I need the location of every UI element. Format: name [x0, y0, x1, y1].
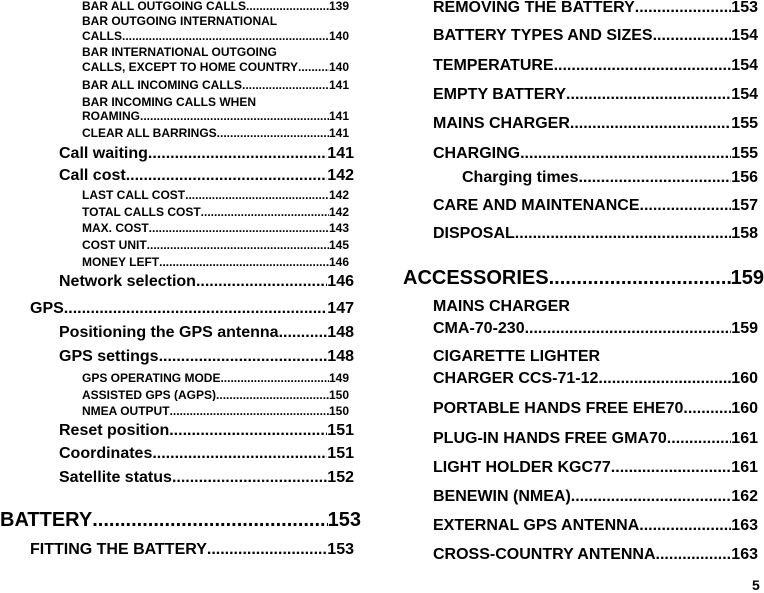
leader-dots	[92, 510, 327, 530]
toc-entry-positioning-gps-antenna[interactable]	[59, 325, 354, 341]
toc-entry-line: BAR INCOMING CALLS WHEN	[82, 95, 256, 109]
toc-page-number: 157	[731, 198, 758, 214]
toc-entry-reset-position[interactable]	[59, 423, 354, 439]
toc-entry-label: ASSISTED GPS (AGPS)	[82, 389, 217, 401]
toc-entry-total-calls-cost[interactable]	[82, 206, 349, 218]
toc-entry-label: MAX. COST	[82, 222, 149, 234]
toc-entry-last-call-cost[interactable]	[82, 189, 349, 201]
toc-entry-label: Call cost	[59, 168, 126, 184]
toc-page-number: 147	[327, 301, 354, 317]
toc-entry-label: FITTING THE BATTERY	[30, 542, 207, 558]
toc-entry-line: BAR OUTGOING INTERNATIONAL	[82, 14, 278, 28]
toc-chapter-accessories[interactable]	[403, 268, 764, 288]
toc-entry-bar-incoming-when-roaming[interactable]	[82, 110, 349, 122]
toc-entry-label: MONEY LEFT	[82, 256, 160, 268]
toc-entry-label: EMPTY BATTERY	[433, 87, 567, 103]
toc-entry-bar-outgoing-international-calls[interactable]	[82, 30, 349, 42]
leader-dots	[298, 61, 329, 73]
toc-page-number: 163	[731, 518, 758, 534]
toc-entry-coordinates[interactable]	[59, 446, 354, 462]
toc-page-number: 151	[327, 423, 354, 439]
toc-entry-gps[interactable]	[30, 301, 354, 317]
toc-page-number: 153	[327, 510, 361, 530]
leader-dots	[549, 268, 731, 288]
leader-dots	[185, 189, 329, 201]
toc-entry-battery-types-and-sizes[interactable]	[433, 28, 758, 44]
leader-dots	[246, 0, 329, 12]
toc-page-number: 161	[731, 460, 758, 476]
toc-entry-mains-charger-cma[interactable]	[433, 321, 758, 337]
toc-entry-label: Charging times	[462, 170, 579, 186]
toc-entry-call-cost[interactable]	[59, 168, 354, 184]
leader-dots	[279, 325, 328, 341]
toc-entry-label: TOTAL CALLS COST	[82, 206, 201, 218]
toc-page-number: 152	[327, 470, 354, 486]
toc-entry-line: CIGARETTE LIGHTER	[433, 348, 601, 365]
leader-dots	[566, 87, 731, 103]
toc-page-number: 156	[731, 170, 758, 186]
leader-dots	[683, 401, 731, 417]
toc-entry-label: TEMPERATURE	[433, 58, 554, 74]
toc-entry-label: COST UNIT	[82, 239, 147, 251]
toc-entry-benewin[interactable]	[433, 489, 758, 505]
toc-entry-label: CARE AND MAINTENANCE	[433, 198, 640, 214]
toc-entry-gps-operating-mode[interactable]	[82, 372, 349, 384]
toc-entry-line: MAINS CHARGER	[433, 298, 570, 315]
toc-entry-empty-battery[interactable]	[433, 87, 758, 103]
leader-dots	[207, 542, 327, 558]
toc-entry-bar-all-outgoing-calls[interactable]	[82, 0, 349, 12]
toc-page-number: 150	[328, 405, 349, 417]
leader-dots	[217, 127, 329, 139]
toc-entry-label: LIGHT HOLDER KGC77	[433, 460, 611, 476]
toc-page-number: 153	[731, 0, 758, 16]
toc-entry-label: NMEA OUTPUT	[82, 405, 170, 417]
toc-page-number: 140	[328, 61, 349, 73]
toc-page-number: 141	[328, 110, 349, 122]
toc-entry-cross-country-antenna[interactable]	[433, 547, 758, 563]
toc-entry-label: REMOVING THE BATTERY	[433, 0, 635, 16]
toc-page-number: 163	[731, 547, 758, 563]
toc-entry-network-selection[interactable]	[59, 274, 354, 290]
toc-page-number: 154	[731, 87, 758, 103]
toc-entry-label: DISPOSAL	[433, 226, 515, 242]
leader-dots	[64, 301, 328, 317]
toc-page-number: 140	[328, 30, 349, 42]
toc-chapter-battery[interactable]	[0, 510, 361, 530]
toc-page-number: 161	[731, 431, 758, 447]
toc-entry-label: ACCESSORIES	[403, 268, 549, 288]
toc-page-number: 162	[731, 489, 758, 505]
toc-entry-max-cost[interactable]	[82, 222, 349, 234]
toc-entry-label: BAR ALL OUTGOING CALLS	[82, 0, 246, 12]
toc-page-number: 160	[731, 401, 758, 417]
leader-dots	[639, 518, 731, 534]
toc-entry-disposal[interactable]	[433, 226, 758, 242]
toc-page-number: 146	[328, 256, 349, 268]
toc-entry-assisted-gps[interactable]	[82, 389, 349, 401]
toc-page-number: 142	[327, 168, 354, 184]
leader-dots	[140, 110, 329, 122]
toc-entry-label: ROAMING	[82, 110, 140, 122]
toc-entry-label: GPS settings	[59, 349, 159, 365]
toc-entry-label: PLUG-IN HANDS FREE GMA70	[433, 431, 667, 447]
toc-entry-bar-international-except-home[interactable]	[82, 61, 349, 73]
toc-entry-call-waiting[interactable]	[59, 146, 354, 162]
toc-entry-label: Network selection	[59, 274, 196, 290]
toc-entry-label: EXTERNAL GPS ANTENNA	[433, 518, 640, 534]
leader-dots	[122, 30, 329, 42]
toc-page-number: 139	[328, 0, 349, 12]
toc-entry-label: BATTERY	[0, 510, 93, 530]
toc-entry-gps-settings[interactable]	[59, 349, 354, 365]
leader-dots	[220, 372, 329, 384]
leader-dots	[554, 58, 732, 74]
leader-dots	[147, 239, 329, 251]
toc-entry-nmea-output[interactable]	[82, 405, 349, 417]
toc-entry-line: BAR INTERNATIONAL OUTGOING	[82, 45, 277, 59]
leader-dots	[520, 146, 731, 162]
toc-entry-bar-all-incoming-calls[interactable]	[82, 79, 349, 91]
toc-entry-label: BATTERY TYPES AND SIZES	[433, 28, 653, 44]
leader-dots	[667, 431, 732, 447]
toc-entry-plug-in-hands-free[interactable]	[433, 431, 758, 447]
leader-dots	[571, 489, 732, 505]
leader-dots	[159, 256, 329, 268]
toc-entry-label: BENEWIN (NMEA)	[433, 489, 571, 505]
toc-page-number: 153	[327, 542, 354, 558]
leader-dots	[578, 170, 731, 186]
toc-entry-satellite-status[interactable]	[59, 470, 354, 486]
leader-dots	[515, 226, 732, 242]
toc-page-number: 159	[730, 268, 764, 288]
toc-page-number: 150	[328, 389, 349, 401]
leader-dots	[570, 116, 731, 132]
toc-entry-charging[interactable]	[433, 146, 758, 162]
toc-entry-temperature[interactable]	[433, 58, 758, 74]
toc-entry-label: PORTABLE HANDS FREE EHE70	[433, 401, 684, 417]
toc-entry-label: CMA-70-230	[433, 321, 525, 337]
leader-dots	[611, 460, 732, 476]
toc-entry-external-gps-antenna[interactable]	[433, 518, 758, 534]
toc-entry-cost-unit[interactable]	[82, 239, 349, 251]
toc-page-number: 155	[731, 116, 758, 132]
toc-page-number: 148	[327, 325, 354, 341]
toc-entry-label: CHARGING	[433, 146, 521, 162]
toc-page-number: 141	[327, 146, 354, 162]
toc-page-number: 141	[328, 127, 349, 139]
leader-dots	[653, 28, 732, 44]
toc-entry-fitting-the-battery[interactable]	[30, 542, 354, 558]
toc-page-number: 145	[328, 239, 349, 251]
toc-page-number: 143	[328, 222, 349, 234]
toc-page-number: 155	[731, 146, 758, 162]
toc-entry-label: CALLS	[82, 30, 122, 42]
toc-entry-label: CROSS-COUNTRY ANTENNA	[433, 547, 656, 563]
toc-entry-label: CHARGER CCS-71-12	[433, 371, 599, 387]
toc-page-number: 149	[328, 372, 349, 384]
toc-page-number: 142	[328, 189, 349, 201]
toc-entry-label: Call waiting	[59, 146, 148, 162]
toc-page-number: 148	[327, 349, 354, 365]
toc-page-number: 158	[731, 226, 758, 242]
toc-entry-label: Coordinates	[59, 446, 153, 462]
leader-dots	[635, 0, 732, 16]
toc-entry-label: CLEAR ALL BARRINGS	[82, 127, 217, 139]
toc-entry-label: GPS OPERATING MODE	[82, 372, 221, 384]
leader-dots	[640, 198, 732, 214]
leader-dots	[126, 168, 328, 184]
toc-entry-removing-the-battery[interactable]	[433, 0, 758, 16]
leader-dots	[525, 321, 732, 337]
leader-dots	[169, 423, 327, 439]
toc-entry-care-and-maintenance[interactable]	[433, 198, 758, 214]
toc-page-number: 151	[327, 446, 354, 462]
toc-entry-money-left[interactable]	[82, 256, 349, 268]
toc-entry-clear-all-barrings[interactable]	[82, 127, 349, 139]
leader-dots	[149, 222, 329, 234]
toc-entry-label: LAST CALL COST	[82, 189, 186, 201]
toc-page-number: 146	[327, 274, 354, 290]
toc-page-number: 160	[731, 371, 758, 387]
leader-dots	[201, 206, 329, 218]
toc-entry-mains-charger[interactable]	[433, 116, 758, 132]
toc-page-number: 154	[731, 58, 758, 74]
toc-entry-label: Satellite status	[59, 470, 172, 486]
toc-entry-portable-hands-free[interactable]	[433, 401, 758, 417]
leader-dots	[656, 547, 732, 563]
toc-entry-cigarette-lighter-charger[interactable]	[433, 371, 758, 387]
leader-dots	[152, 446, 327, 462]
toc-entry-label: MAINS CHARGER	[433, 116, 570, 132]
toc-entry-label: BAR ALL INCOMING CALLS	[82, 79, 242, 91]
toc-page-number: 154	[731, 28, 758, 44]
leader-dots	[170, 405, 329, 417]
page-number: 5	[752, 577, 760, 593]
toc-entry-label: Reset position	[59, 423, 170, 439]
toc-entry-charging-times[interactable]	[462, 170, 758, 186]
toc-entry-label: Positioning the GPS antenna	[59, 325, 279, 341]
toc-page-number: 159	[731, 321, 758, 337]
leader-dots	[196, 274, 327, 290]
toc-entry-light-holder[interactable]	[433, 460, 758, 476]
toc-entry-label: CALLS, EXCEPT TO HOME COUNTRY	[82, 61, 299, 73]
leader-dots	[159, 349, 328, 365]
toc-entry-label: GPS	[30, 301, 64, 317]
leader-dots	[148, 146, 327, 162]
leader-dots	[242, 79, 329, 91]
leader-dots	[598, 371, 731, 387]
leader-dots	[216, 389, 329, 401]
leader-dots	[172, 470, 327, 486]
toc-page-number: 142	[328, 206, 349, 218]
toc-page-number: 141	[328, 79, 349, 91]
